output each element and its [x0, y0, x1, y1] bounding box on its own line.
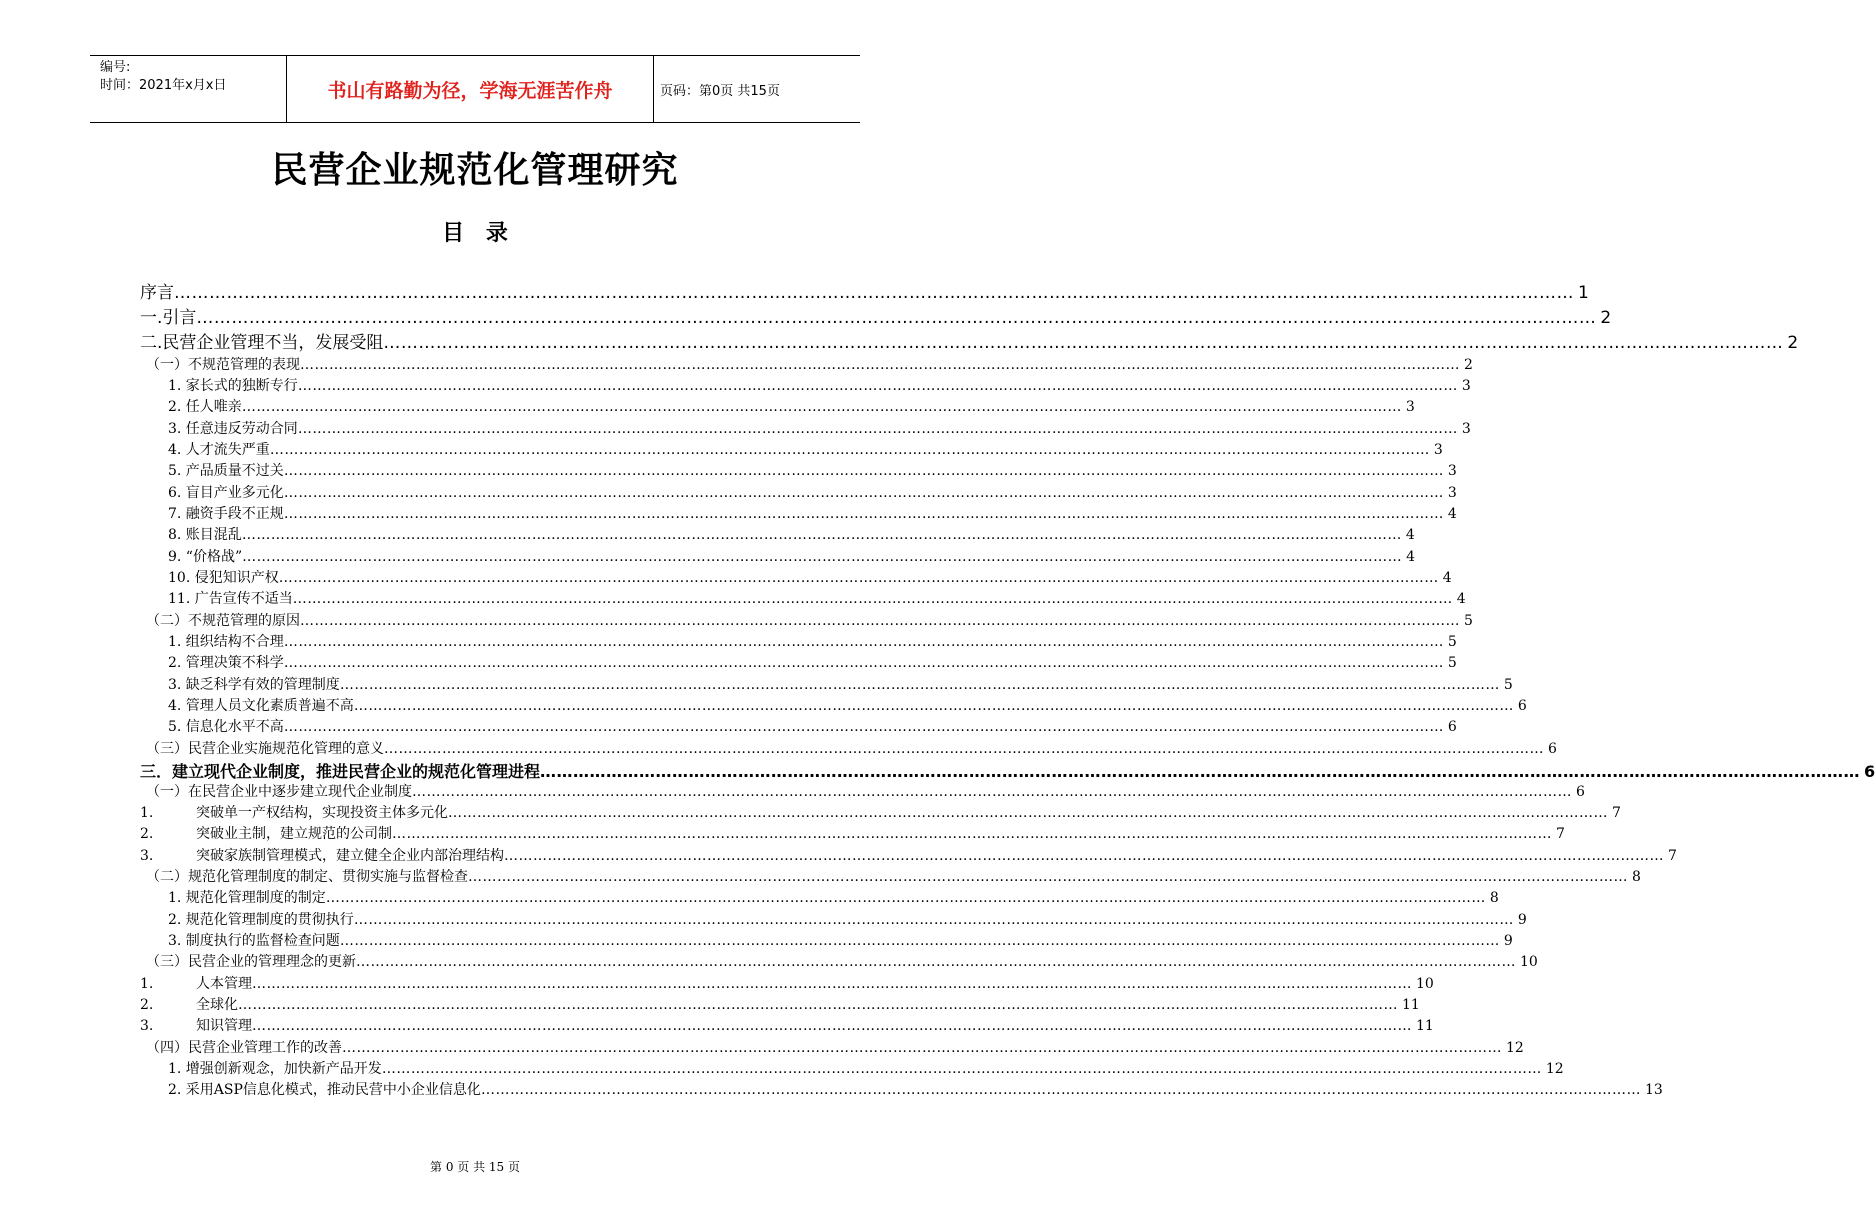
toc-entry[interactable] [168, 930, 1513, 950]
toc-entry[interactable] [140, 823, 1565, 843]
toc-entry-label: 1. [140, 805, 154, 821]
toc-entry-label: 2. [140, 997, 154, 1013]
toc-entry[interactable] [168, 716, 1457, 736]
toc-page-number: 6 [1576, 784, 1585, 800]
toc-leader-dots: …………………………………………………………………………………………………………………………………………………………………………………………………………………… [196, 308, 1597, 328]
toc-page-number: 7 [1612, 805, 1621, 821]
toc-page-number: 5 [1447, 634, 1457, 650]
toc-entry[interactable] [168, 503, 1457, 523]
toc-leader-dots: …………………………………………………………………………………………………………………………………………………………………………………………………………………… [540, 762, 1861, 781]
toc-entry[interactable] [168, 546, 1416, 566]
toc-leader-dots: …………………………………………………………………………………………………………………………………………………………………………………………………………………… [174, 283, 1574, 303]
toc-entry-label: （四）民营企业管理工作的改善 [146, 1040, 342, 1056]
toc-entry[interactable] [168, 567, 1452, 587]
toc-page-number: 9 [1503, 933, 1513, 949]
toc-leader-dots: …………………………………………………………………………………………………………………………………………………………………………………………………………………… [252, 976, 1412, 992]
toc-page-number: 7 [1556, 826, 1565, 842]
toc-page-number: 7 [1668, 848, 1677, 864]
toc-entry[interactable] [146, 610, 1473, 630]
toc-entry[interactable] [146, 781, 1585, 801]
toc-entry-label: 11. 广告宣传不适当 [168, 591, 293, 607]
toc-leader-dots: …………………………………………………………………………………………………………………………………………………………………………………………………………………… [325, 890, 1486, 906]
toc-leader-dots: …………………………………………………………………………………………………………………………………………………………………………………………………………………… [297, 378, 1458, 394]
toc-page-number: 3 [1447, 463, 1457, 479]
toc-leader-dots: …………………………………………………………………………………………………………………………………………………………………………………………………………………… [283, 719, 1444, 735]
toc-page-number: 8 [1489, 890, 1499, 906]
toc-entry[interactable] [140, 802, 1621, 822]
toc-entry-label: （三）民营企业的管理理念的更新 [146, 954, 356, 970]
toc-entry[interactable] [168, 674, 1513, 694]
toc-page-number: 3 [1405, 399, 1415, 415]
toc-entry[interactable] [140, 1015, 1434, 1035]
toc-entry[interactable] [168, 460, 1457, 480]
toc-leader-dots: …………………………………………………………………………………………………………………………………………………………………………………………………………………… [238, 997, 1398, 1013]
toc-leader-dots: …………………………………………………………………………………………………………………………………………………………………………………………………………………… [283, 463, 1444, 479]
toc-page-number: 1 [1578, 283, 1589, 303]
toc-entry-label: 4. 人才流失严重 [168, 442, 270, 458]
toc-leader-dots: …………………………………………………………………………………………………………………………………………………………………………………………………………………… [283, 634, 1444, 650]
toc-leader-dots: …………………………………………………………………………………………………………………………………………………………………………………………………………………… [283, 485, 1444, 501]
toc-leader-dots: …………………………………………………………………………………………………………………………………………………………………………………………………………………… [356, 954, 1516, 970]
toc-entry[interactable] [168, 909, 1527, 929]
toc-page-number: 2 [1600, 308, 1612, 328]
toc-leader-dots: …………………………………………………………………………………………………………………………………………………………………………………………………………………… [504, 848, 1664, 864]
toc-entry-label: 2. 管理决策不科学 [168, 655, 284, 671]
toc-page-number: 3 [1461, 421, 1471, 437]
toc-leader-dots: …………………………………………………………………………………………………………………………………………………………………………………………………………………… [252, 1018, 1412, 1034]
toc-entry[interactable] [168, 631, 1457, 651]
toc-leader-dots: …………………………………………………………………………………………………………………………………………………………………………………………………………………… [283, 506, 1444, 522]
time-label: 时间：2021年x月x日 [100, 78, 227, 93]
toc-leader-dots: …………………………………………………………………………………………………………………………………………………………………………………………………………………… [353, 912, 1514, 928]
toc-page-number: 2 [1464, 357, 1473, 373]
toc-entry-label: 3. 任意违反劳动合同 [168, 421, 298, 437]
toc-page-number: 6 [1517, 698, 1527, 714]
toc-entry-title: 突破业主制，建立规范的公司制 [196, 826, 392, 842]
toc-entry[interactable] [140, 973, 1434, 993]
toc-page-number: 4 [1442, 570, 1452, 586]
toc-entry-title: 知识管理 [196, 1018, 252, 1034]
header-meta [100, 59, 226, 95]
toc-entry-label: 1. 家长式的独断专行 [168, 378, 298, 394]
toc-entry-label: 9. “价格战” [168, 549, 243, 565]
toc-entry-label: （一）不规范管理的表现 [146, 357, 300, 373]
number-label: 编号: [100, 60, 131, 75]
toc-entry-title: 突破家族制管理模式，建立健全企业内部治理结构 [196, 848, 504, 864]
toc-entry[interactable] [146, 866, 1641, 886]
toc-entry[interactable] [168, 524, 1415, 544]
toc-page-number: 2 [1787, 333, 1799, 353]
toc-entry[interactable] [140, 278, 1589, 303]
document-title: 民营企业规范化管理研究 [271, 150, 679, 191]
toc-leader-dots: …………………………………………………………………………………………………………………………………………………………………………………………………………………… [412, 784, 1572, 800]
toc-leader-dots: …………………………………………………………………………………………………………………………………………………………………………………………………………………… [292, 591, 1453, 607]
toc-entry[interactable] [146, 738, 1557, 758]
toc-page-number: 10 [1520, 954, 1538, 970]
toc-entry[interactable] [168, 375, 1471, 395]
toc-leader-dots: …………………………………………………………………………………………………………………………………………………………………………………………………………………… [468, 869, 1628, 885]
toc-entry-label: 1. 规范化管理制度的制定 [168, 890, 326, 906]
toc-page-number: 6 [1864, 762, 1875, 781]
toc-entry[interactable] [146, 1037, 1524, 1057]
toc-leader-dots: …………………………………………………………………………………………………………………………………………………………………………………………………………………… [278, 570, 1439, 586]
toc-entry[interactable] [146, 354, 1473, 374]
toc-entry-label: 二.民营企业管理不当，发展受阻 [140, 333, 384, 353]
toc-entry-title: 突破单一产权结构，实现投资主体多元化 [196, 805, 448, 821]
toc-leader-dots: …………………………………………………………………………………………………………………………………………………………………………………………………………………… [242, 549, 1403, 565]
toc-entry-label: 2. 采用ASP信息化模式，推动民营中小企业信息化 [168, 1082, 481, 1098]
header-motto: 书山有路勤为径，学海无涯苦作舟 [286, 56, 654, 122]
toc-page-number: 10 [1416, 976, 1434, 992]
toc-entry-label: 4. 管理人员文化素质普遍不高 [168, 698, 354, 714]
toc-entry-label: 2. [140, 826, 154, 842]
toc-entry[interactable] [168, 887, 1499, 907]
toc-leader-dots: …………………………………………………………………………………………………………………………………………………………………………………………………………………… [339, 933, 1500, 949]
toc-entry[interactable] [140, 994, 1420, 1014]
toc-entry[interactable] [168, 652, 1457, 672]
toc-entry-label: 3. [140, 848, 154, 864]
toc-page-number: 4 [1447, 506, 1457, 522]
toc-entry-label: 一.引言 [140, 308, 197, 328]
toc-leader-dots: …………………………………………………………………………………………………………………………………………………………………………………………………………………… [297, 421, 1458, 437]
toc-leader-dots: …………………………………………………………………………………………………………………………………………………………………………………………………………………… [300, 613, 1460, 629]
toc-entry[interactable] [168, 588, 1466, 608]
toc-entry-label: 8. 账目混乱 [168, 527, 242, 543]
toc-entry-label: 1. 组织结构不合理 [168, 634, 284, 650]
toc-entry-label: 5. 信息化水平不高 [168, 719, 284, 735]
toc-entry[interactable] [146, 951, 1538, 971]
toc-page-number: 5 [1503, 677, 1513, 693]
toc-page-number: 4 [1406, 549, 1416, 565]
toc-entry-label: 3. 制度执行的监督检查问题 [168, 933, 340, 949]
toc-entry[interactable] [140, 328, 1799, 353]
toc-entry-title: 全球化 [196, 997, 238, 1013]
toc-leader-dots: …………………………………………………………………………………………………………………………………………………………………………………………………………………… [392, 826, 1552, 842]
toc-entry-label: 1. 增强创新观念，加快新产品开发 [168, 1061, 382, 1077]
toc-entry-label: 序言 [140, 283, 174, 303]
page-footer: 第 0 页 共 15 页 [430, 1160, 520, 1174]
toc-entry[interactable] [140, 845, 1677, 865]
toc-leader-dots: …………………………………………………………………………………………………………………………………………………………………………………………………………………… [300, 357, 1460, 373]
toc-page-number: 12 [1506, 1040, 1524, 1056]
page-header [90, 55, 860, 123]
toc-entry[interactable] [140, 303, 1612, 328]
toc-page-number: 3 [1447, 485, 1457, 501]
toc-entry[interactable] [168, 396, 1415, 416]
toc-entry-label: 1. [140, 976, 154, 992]
header-page-info: 页码：第0页 共15页 [660, 83, 780, 99]
toc-page-number: 6 [1447, 719, 1457, 735]
toc-page-number: 11 [1416, 1018, 1434, 1034]
toc-leader-dots: …………………………………………………………………………………………………………………………………………………………………………………………………………………… [384, 741, 1544, 757]
toc-leader-dots: …………………………………………………………………………………………………………………………………………………………………………………………………………………… [283, 655, 1444, 671]
toc-leader-dots: …………………………………………………………………………………………………………………………………………………………………………………………………………………… [342, 1040, 1502, 1056]
toc-entry-label: （三）民营企业实施规范化管理的意义 [146, 741, 384, 757]
toc-page-number: 6 [1548, 741, 1557, 757]
toc-page-number: 4 [1405, 527, 1415, 543]
toc-entry-label: 3. 缺乏科学有效的管理制度 [168, 677, 340, 693]
toc-leader-dots: …………………………………………………………………………………………………………………………………………………………………………………………………………………… [381, 1061, 1542, 1077]
toc-leader-dots: …………………………………………………………………………………………………………………………………………………………………………………………………………………… [353, 698, 1514, 714]
toc-entry-label: （二）规范化管理制度的制定、贯彻实施与监督检查 [146, 869, 468, 885]
toc-leader-dots: …………………………………………………………………………………………………………………………………………………………………………………………………………………… [269, 442, 1430, 458]
toc-entry[interactable] [168, 1058, 1564, 1078]
toc-entry[interactable] [168, 418, 1471, 438]
toc-entry[interactable] [140, 759, 1875, 782]
toc-entry[interactable] [168, 439, 1443, 459]
toc-entry-label: （二）不规范管理的原因 [146, 613, 300, 629]
toc-entry-label: 3. [140, 1018, 154, 1034]
toc-entry[interactable] [168, 482, 1457, 502]
toc-entry[interactable] [168, 695, 1527, 715]
toc-leader-dots: …………………………………………………………………………………………………………………………………………………………………………………………………………………… [448, 805, 1608, 821]
toc-entry-title: 人本管理 [196, 976, 252, 992]
toc-page-number: 13 [1644, 1082, 1663, 1098]
toc-leader-dots: …………………………………………………………………………………………………………………………………………………………………………………………………………………… [480, 1082, 1641, 1098]
toc-heading: 目 录 [442, 221, 508, 246]
toc-page-number: 5 [1447, 655, 1457, 671]
toc-leader-dots: …………………………………………………………………………………………………………………………………………………………………………………………………………………… [383, 333, 1784, 353]
toc-page-number: 3 [1461, 378, 1471, 394]
toc-entry-label: 2. 规范化管理制度的贯彻执行 [168, 912, 354, 928]
toc-entry-label: 三．建立现代企业制度，推进民营企业的规范化管理进程 [140, 762, 541, 781]
toc-page-number: 3 [1433, 442, 1443, 458]
toc-leader-dots: …………………………………………………………………………………………………………………………………………………………………………………………………………………… [339, 677, 1500, 693]
toc-page-number: 9 [1517, 912, 1527, 928]
toc-entry-label: 7. 融资手段不正规 [168, 506, 284, 522]
toc-entry-label: 6. 盲目产业多元化 [168, 485, 284, 501]
toc-page-number: 12 [1545, 1061, 1564, 1077]
toc-entry[interactable] [168, 1079, 1663, 1099]
toc-leader-dots: …………………………………………………………………………………………………………………………………………………………………………………………………………………… [241, 527, 1402, 543]
toc-page-number: 4 [1456, 591, 1466, 607]
toc-entry-label: 2. 任人唯亲 [168, 399, 242, 415]
toc-page-number: 8 [1632, 869, 1641, 885]
toc-entry-label: 10. 侵犯知识产权 [168, 570, 279, 586]
toc-entry-label: 5. 产品质量不过关 [168, 463, 284, 479]
toc-page-number: 5 [1464, 613, 1473, 629]
toc-entry-label: （一）在民营企业中逐步建立现代企业制度 [146, 784, 412, 800]
toc-page-number: 11 [1402, 997, 1420, 1013]
toc-leader-dots: …………………………………………………………………………………………………………………………………………………………………………………………………………………… [241, 399, 1402, 415]
